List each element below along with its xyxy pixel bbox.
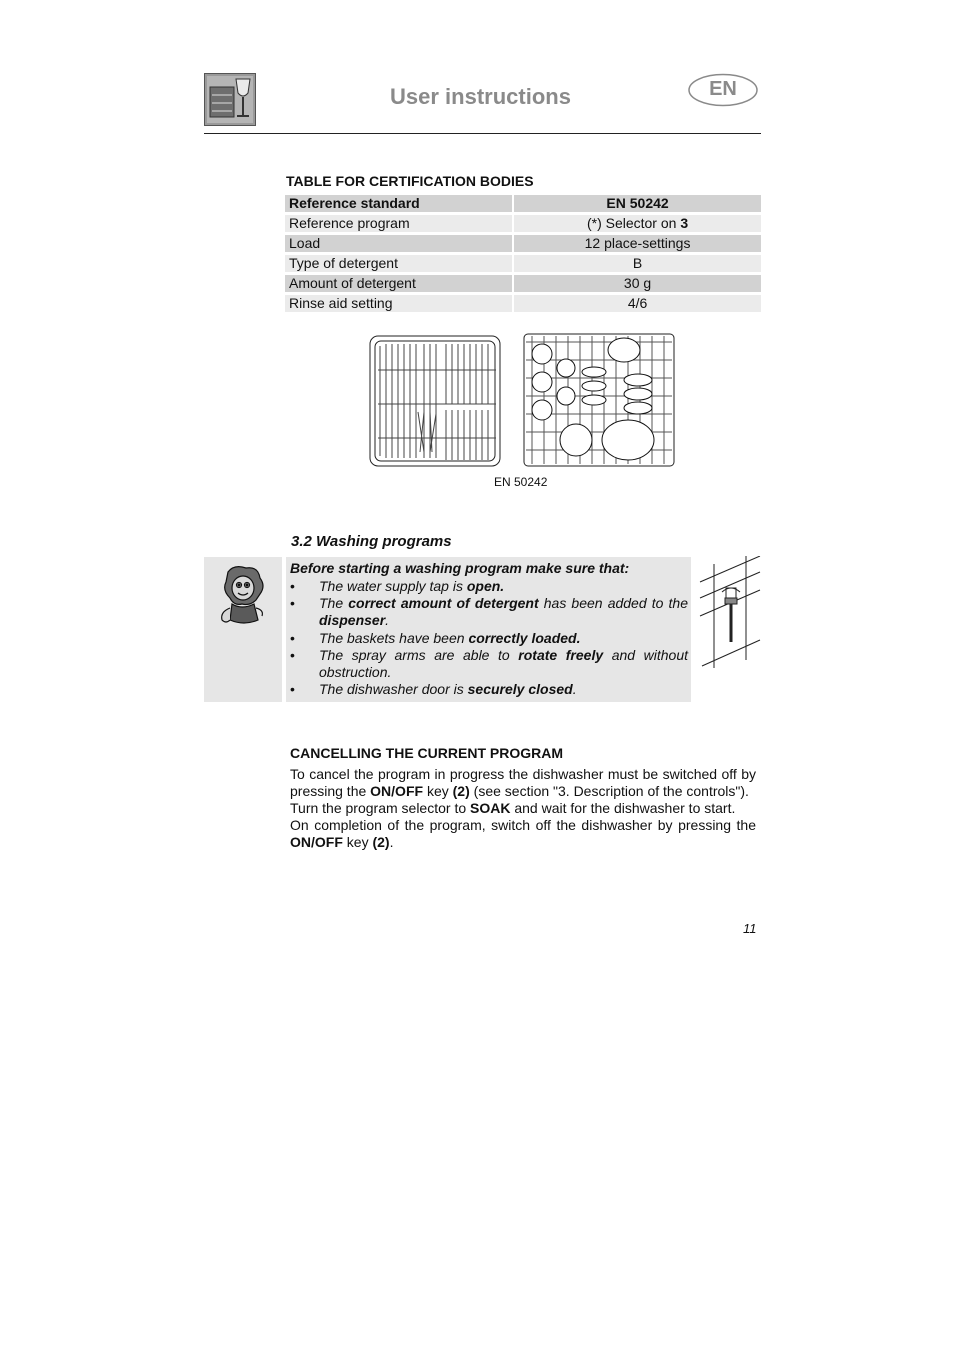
table-row	[285, 295, 761, 315]
header-cell-value: EN 50242	[514, 195, 761, 212]
cancel-text-3: On completion of the program, switch off the dishwasher by pressing the ON/OFF key (2).	[290, 817, 756, 850]
page-number: 11	[743, 921, 757, 936]
figure-caption: EN 50242	[494, 475, 548, 489]
bullet-icon: •	[290, 647, 295, 663]
table-row	[285, 255, 761, 275]
row-value: (*) Selector on 3	[514, 215, 761, 232]
mascot-character-icon	[212, 564, 272, 628]
page-title: User instructions	[390, 84, 571, 109]
row-label: Reference program	[285, 215, 512, 232]
row-value: 30 g	[514, 275, 761, 292]
table-heading: TABLE FOR CERTIFICATION BODIES	[286, 173, 534, 189]
row-value: 4/6	[514, 295, 761, 312]
certification-table	[285, 195, 761, 315]
table-row	[285, 275, 761, 295]
row-label: Load	[285, 235, 512, 252]
bullet-icon: •	[290, 681, 295, 697]
row-value: B	[514, 255, 761, 272]
dishwasher-baskets-illustration	[366, 330, 678, 470]
section-heading: 3.2 Washing programs	[291, 533, 452, 550]
table-header-row	[285, 195, 761, 215]
cancel-text-1: To cancel the program in progress the dishwasher must be switched off by pressing the ON/OFF key (2) (see section "3. Description of the controls").	[290, 766, 756, 799]
bullet-icon: •	[290, 595, 295, 611]
cancel-text-2: Turn the program selector to SOAK and wait for the dishwasher to start.	[290, 800, 736, 816]
bullet-icon: •	[290, 578, 295, 594]
water-tap-icon	[698, 556, 762, 668]
row-label: Rinse aid setting	[285, 295, 512, 312]
header-cell-standard: Reference standard	[285, 195, 512, 212]
language-code: EN	[709, 78, 737, 100]
bullet-icon: •	[290, 630, 295, 646]
cancel-heading: CANCELLING THE CURRENT PROGRAM	[290, 745, 563, 761]
cancel-paragraph	[290, 766, 756, 851]
note-lead: Before starting a washing program make sure that:	[290, 560, 630, 576]
note-box: Before starting a washing program make sure that: • The water supply tap is open. • The correct amount of detergent has been added to the dispenser. • The baskets have been correctly loaded. • The spray arms are able to rotate freely and without obstruction. • The dishwasher door is securely closed.	[286, 557, 691, 702]
table-row	[285, 215, 761, 235]
language-badge	[688, 73, 758, 107]
row-label: Amount of detergent	[285, 275, 512, 292]
table-row	[285, 235, 761, 255]
row-label: Type of detergent	[285, 255, 512, 272]
dishwasher-glass-icon	[204, 73, 256, 126]
row-value: 12 place-settings	[514, 235, 761, 252]
header-divider	[204, 133, 761, 134]
